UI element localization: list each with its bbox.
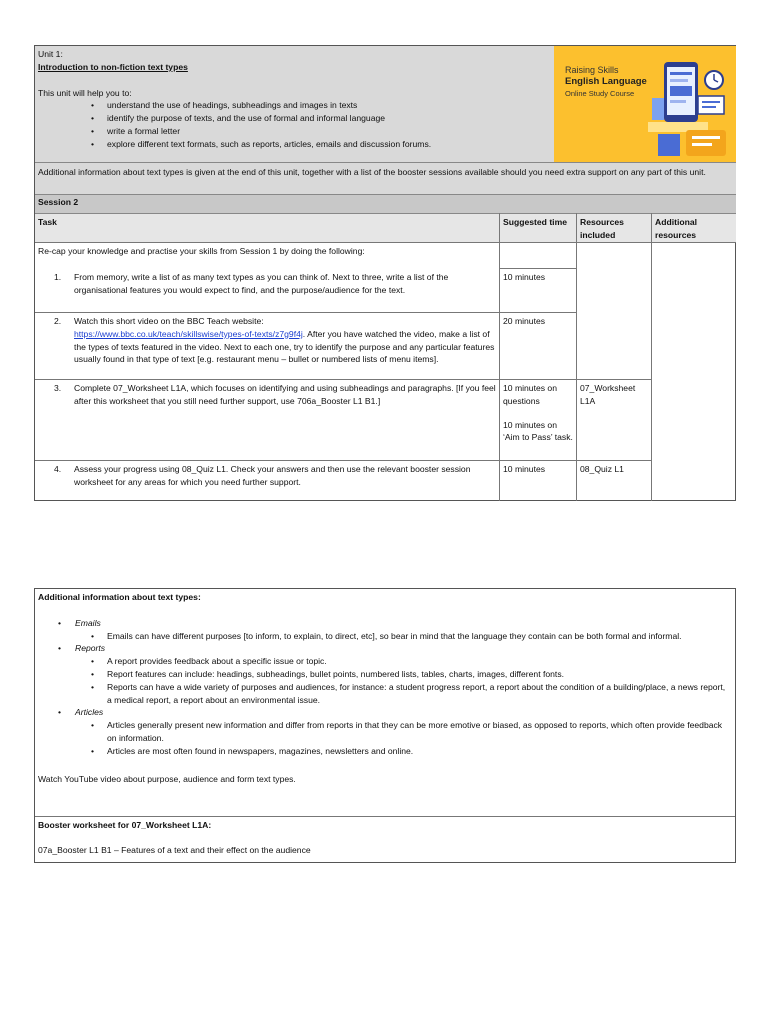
articles-point: • Articles generally present new information and differ from reports in that they can be more emotive or biased, as opposed to reports, which often provide feedback on information.	[38, 719, 732, 745]
task-time-cell	[500, 380, 577, 461]
task-time: 20 minutes	[503, 316, 546, 326]
task-text: Assess your progress using 08_Quiz L1. Check your answers and then use the relevant booster session worksheet for any areas for which you need further support.	[74, 464, 471, 487]
unit-label: Unit 1:	[38, 49, 63, 59]
header-task: Task	[35, 213, 500, 243]
banner-line1: Raising Skills	[565, 65, 619, 75]
grid-line	[35, 379, 652, 380]
text-types-info-box	[34, 588, 736, 863]
info-section	[35, 589, 735, 817]
banner-line3: Online Study Course	[565, 89, 635, 98]
goal-item: • understand the use of headings, subheadings and images in texts	[38, 99, 551, 112]
task-text	[74, 315, 497, 366]
articles-heading	[38, 706, 732, 719]
grid-line	[651, 213, 652, 501]
reports-point: • A report provides feedback about a specific issue or topic.	[38, 655, 732, 668]
booster-item: 07a_Booster L1 B1 – Features of a text and their effect on the audience	[38, 844, 311, 855]
course-banner	[554, 46, 736, 162]
grid-line	[35, 312, 577, 313]
unit-intro	[35, 46, 554, 162]
task-resource: 08_Quiz L1	[580, 464, 624, 474]
emails-label: Emails	[75, 617, 101, 628]
task-time: 10 minutes	[503, 272, 546, 282]
unit-goals-list	[38, 99, 551, 150]
task-row-1	[35, 269, 500, 313]
task-text: From memory, write a list of as many text types as you can think of. Next to three, write a list of the organisational features you would expect to find, and the purpose/audience for the text.	[74, 272, 449, 295]
video-note: Watch YouTube video about purpose, audience and form text types.	[38, 773, 296, 784]
articles-point: • Articles are most often found in newspapers, magazines, newsletters and online.	[38, 745, 732, 758]
task-number: 3.	[54, 383, 62, 393]
unit-intro-text: This unit will help you to:	[38, 87, 132, 98]
grid-line	[499, 213, 500, 501]
task-time-extra: 10 minutes on ‘Aim to Pass’ task.	[503, 419, 573, 443]
reports-point: • Reports can have a wide variety of purposes and audiences, for instance: a student progress report, a report about the condition of a building/place, a news report, a medical report, a report about an environmental issue.	[38, 681, 732, 707]
task-number: 1.	[54, 272, 62, 282]
goal-item: • explore different text formats, such as reports, articles, emails and discussion forums.	[38, 138, 551, 151]
goal-item: • write a formal letter	[38, 125, 551, 138]
banner-line2: English Language	[565, 76, 647, 87]
task-number: 2.	[54, 316, 62, 326]
task-time: 10 minutes	[503, 464, 546, 474]
info-title: Additional information about text types:	[38, 592, 201, 602]
bbc-teach-link[interactable]: https://www.bbc.co.uk/teach/skillswise/types-of-texts/z7g9f4j	[74, 328, 303, 339]
reports-point: • Report features can include: headings, subheadings, bullet points, numbered lists, tables, charts, images, different fonts.	[38, 668, 732, 681]
booster-title: Booster worksheet for 07_Worksheet L1A:	[38, 820, 212, 830]
session-title: Session 2	[35, 194, 736, 213]
recap-text: Re-cap your knowledge and practise your skills from Session 1 by doing the following:	[38, 246, 365, 256]
header-additional: Additional resources	[652, 213, 736, 243]
grid-line	[576, 213, 577, 501]
task-row-4	[35, 461, 500, 501]
articles-label: Articles	[75, 707, 104, 718]
reports-heading	[38, 642, 732, 655]
grid-line	[35, 460, 652, 461]
task-text-rest: . After you have watched the video, make a list of the types of texts featured in the video. Next to each one, try to identify the purpose and any particular features usually found in that type of text [e.g. restaurant menu – bullet or numbered lists of menu items].	[74, 328, 495, 365]
unit-title: Introduction to non-fiction text types	[38, 61, 188, 72]
study-illustration-icon	[648, 52, 736, 162]
task-resource: 07_Worksheet L1A	[580, 383, 636, 406]
reports-label: Reports	[75, 643, 106, 654]
emails-point: • Emails can have different purposes [to inform, to explain, to direct, etc], so bear in mind that the language they contain can be both formal and informal.	[38, 630, 732, 643]
booster-section	[35, 817, 735, 862]
session-plan-table	[34, 45, 736, 501]
task-time: 10 minutes on questions	[503, 383, 557, 406]
header-resources: Resources included	[577, 213, 652, 243]
grid-line	[35, 242, 736, 243]
task-number: 4.	[54, 464, 62, 474]
header-time: Suggested time	[500, 213, 577, 243]
task-row-3	[35, 380, 500, 461]
goal-item: • identify the purpose of texts, and the use of formal and informal language	[38, 112, 551, 125]
task-text-intro: Watch this short video on the BBC Teach website:	[74, 316, 264, 326]
grid-line	[500, 268, 577, 269]
task-text: Complete 07_Worksheet L1A, which focuses on identifying and using subheadings and paragraphs. [If you feel after this worksheet that you still need further support, use 706a_Booster L1 B1.]	[74, 383, 496, 406]
emails-heading	[38, 617, 732, 630]
additional-note: Additional information about text types is given at the end of this unit, together with a list of the booster sessions available should you need extra support on any part of this unit.	[35, 162, 736, 194]
task-row-2	[35, 313, 500, 380]
